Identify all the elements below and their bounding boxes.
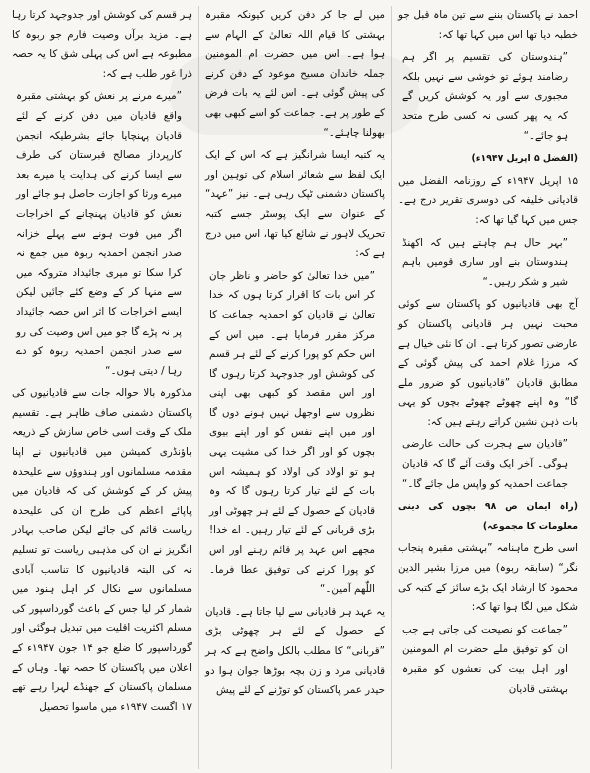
paragraph: یہ کتبہ ایسا شرانگیز ہے کہ اس کے ایک ایک لفظ سے شعائر اسلام کی توہین اور پاکستان دشمنی ٹپک رہی ہے۔ نیز ”عہد“ کے عنوان سے ایک پوسٹر جسے کتبہ تحریک لاہور نے شائع کیا تھا، اس میں درج ہے کہ:: [205, 149, 385, 260]
quotation: ”قادیان سے ہجرت کی حالت عارضی ہوگی۔ آخر ایک وقت آئے گا کہ قادیان جماعت احمدیہ کو واپس مل جائے گا۔“: [401, 438, 568, 490]
column-right: [392, 6, 584, 769]
column-left: [6, 6, 199, 769]
quotation: ”میرے مرنے پر نعش کو بہشتی مقبرہ واقع قادیان میں دفن کرنے کے لئے قادیان پہنچایا جائے بشرطیکہ انجمن کارپرداز مصالح قبرستان کی طرف سے ایسا کرنے کی ہدایت یا میرے بعد میرے ورثا کو اجازت حاصل ہو جائے اور نعش کو قادیان پہنچانے کے اخراجات اگر میں فوت ہونے سے پہلے خزانہ صدر انجمن احمدیہ ربوہ میں جمع نہ کرا سکا تو میری جائیداد متروکہ میں سے منہا کر کے وضع کئے جائیں لیکن ایسے اخراجات کا اثر اس حصہ جائیداد پر نہ پڑے گا جو میں اس وصیت کی رو سے صدر انجمن احمدیہ ربوہ کو دے رہا / دیتی ہوں۔“: [16, 90, 182, 377]
paragraph: یہ عہد ہر قادیانی سے لیا جاتا ہے۔ قادیان کے حصول کے لئے ہر چھوٹی بڑی ”قربانی“ کا مطلب بالکل واضح ہے کہ ہر قادیانی مرد و زن بچہ بوڑھا جوان ہوا دو حیدر عمر پاکستان کو توڑنے کے لئے پیش: [205, 605, 385, 697]
paragraph: ۱۵ اپریل ۱۹۴۷ء کے روزنامہ الفضل میں قادیانی خلیفہ کی دوسری تقریر درج ہے۔ جس میں کہا گیا تھا کہ:: [398, 174, 579, 226]
quotation: ”جماعت کو نصیحت کی جاتی ہے جب ان کو توفیق ملے حضرت ام المومنین اور اہل بیت کی نعشوں کو مقبرہ بہشتی قادیان: [402, 623, 568, 695]
quotation: ”ہندوستان کی تقسیم پر اگر ہم رضامند ہوئے تو خوشی سے نہیں بلکہ مجبوری سے اور یہ کوشش کریں گے کہ یہ پھر کسی نہ کسی طرح متحد ہو جائے۔“: [402, 51, 568, 142]
paragraph: ہر قسم کی کوشش اور جدوجہد کرتا رہا ہے۔ مزید برآں وصیت فارم جو ربوہ کا مطبوعہ ہے اس کی پہلی شق کا یہ حصہ ذرا غور طلب ہے کہ:: [12, 9, 192, 80]
paragraph: مذکورہ بالا حوالہ جات سے قادیانیوں کی پاکستان دشمنی صاف ظاہر ہے۔ تقسیم ملک کے وقت اسی خاص سازش کے ذریعہ باؤنڈری کمیشن میں قادیانیوں نے اپنا مقدمہ مسلمانوں اور ہندوؤں سے علیحدہ پیش کر کے کوشش کی کہ قادیان میں پاپائے اعظم کی طرح ان کی علیحدہ ریاست قائم کی جائے لیکن صاحب بہادر انگریز نے ان کی مذہبی ریاست تو تسلیم نہ کی البتہ قادیانیوں کا تناسب آبادی مسلمانوں سے نکال کر اہل ہنود میں شمار کر لیا جس کے باعث گورداسپور کی مسلم اکثریت اقلیت میں تبدیل ہوگئی اور گورداسپور کا ضلع جو ۱۴ جون ۱۹۴۷ء کے اعلان میں پاکستان کا حصہ تھا۔ وہاں کے مسلمان پاکستان کے جھنڈے لہرا رہے تھے ۱۷ اگست ۱۹۴۷ء میں ماسوا تحصیل: [12, 387, 192, 713]
citation: (الفضل ۵ اپریل ۱۹۴۷ء): [471, 153, 578, 165]
quotation: ”میں خدا تعالیٰ کو حاضر و ناظر جان کر اس بات کا اقرار کرتا ہوں کہ خدا تعالیٰ نے قادیان کو احمدیہ جماعت کا مرکز مقرر فرمایا ہے۔ میں اس کے اس حکم کو پورا کرنے کے لئے ہر قسم کی کوشش اور جدوجہد کرتا رہوں گا اور اس مقصد کو کبھی بھی اپنی نظروں سے اوجھل نہیں ہونے دوں گا اور میں اپنے نفس کو اور اپنے بیوی بچوں کو اور اگر خدا کی مشیت یہی ہو تو اولاد کی اولاد کو ہمیشہ اس بات کے لئے تیار کرتا رہوں گا کہ وہ قادیان کے حصول کے لئے ہر چھوٹی اور بڑی قربانی کے لئے تیار رہیں۔ اے خدا! مجھے اس عہد پر قائم رہنے اور اس کو پورا کرنے کی توفیق عطا فرما۔ اللّٰھم آمین۔“: [209, 269, 375, 596]
quotation: ”بہر حال ہم چاہتے ہیں کہ اکھنڈ ہندوستان بنے اور ساری قومیں باہم شیر و شکر رہیں۔“: [402, 236, 568, 288]
paragraph: میں لے جا کر دفن کریں کیونکہ مقبرہ بہشتی کا قیام اللہ تعالیٰ کے الہام سے ہوا ہے۔ اس میں حضرت ام المومنین جملہ خاندان مسیح موعود کے دفن کرنے کی پیش گوئی ہے۔ اس لئے یہ بات فرض کے طور پر ہے۔ جماعت کو اسے کبھی بھی بھولنا چاہئے۔“: [205, 9, 385, 139]
paragraph: احمد نے پاکستان بننے سے تین ماہ قبل جو خطبہ دیا تھا اس میں کہا تھا کہ:: [398, 9, 578, 41]
column-middle: [199, 6, 392, 769]
paragraph: آج بھی قادیانیوں کو پاکستان سے کوئی محبت نہیں ہر قادیانی پاکستان کو عارضی تصور کرتا ہے۔ ان کا نئی خیال ہے کہ مرزا غلام احمد کی پیش گوئی کے مطابق قادیان ”قادیانیوں کو ضرور ملے گا“ وہ اپنے چھوٹے چھوٹے بچوں کو یہی بات ذہن نشین کراتے رہتے ہیں کہ:: [398, 298, 578, 428]
paragraph: اسی طرح ماہنامہ ”بہشتی مقبرہ پنجاب نگر“ (سابقہ ربوہ) میں مرزا بشیر الدین محمود کا ارشاد ایک بڑے سائز کے کتبہ کی شکل میں لگا ہوا تھا کہ:: [398, 542, 578, 614]
citation: (راہ ایمان ص ۹۸ بچوں کی دینی معلومات کا مجموعہ): [398, 501, 578, 532]
